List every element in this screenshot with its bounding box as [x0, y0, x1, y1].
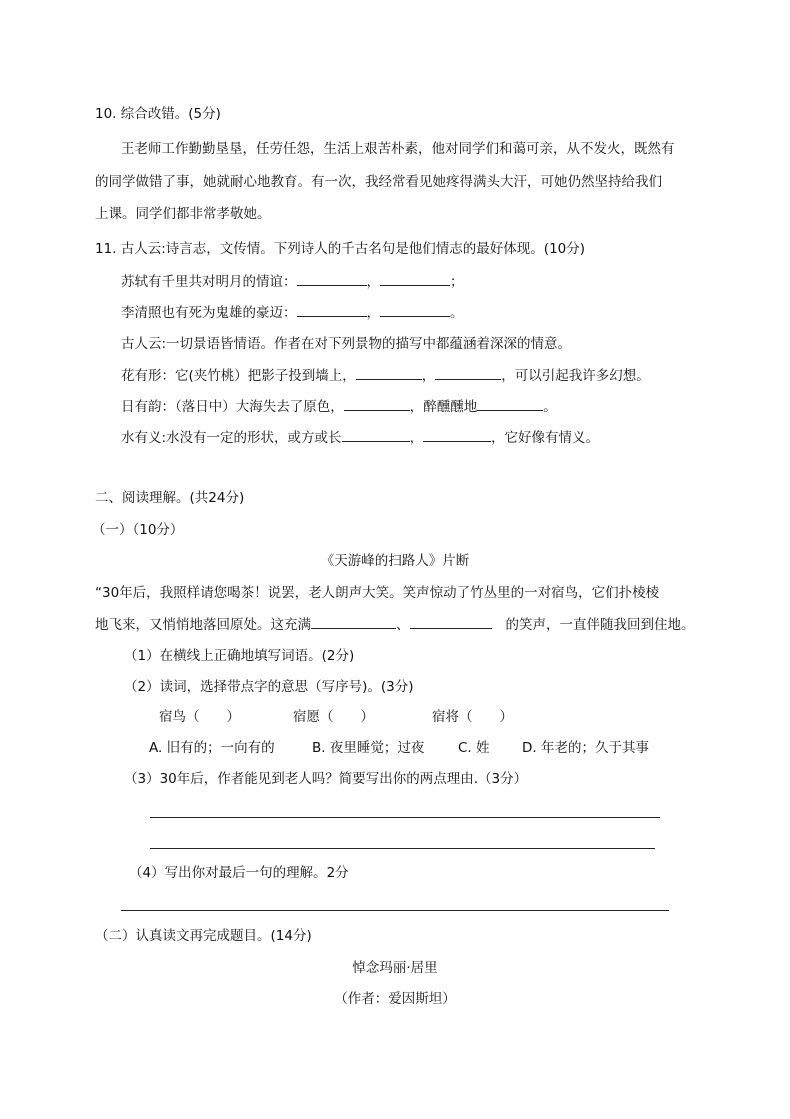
option-d: D. 年老的；久于其事 — [522, 740, 649, 756]
sun-text: 日有韵：（落日中）大海失去了原色， — [121, 399, 344, 415]
part1-para-1: “30年后，我照样请您喝茶！说罢，老人朗声大笑。笑声惊动了竹丛里的一对宿鸟，它们扑棱棱 — [95, 585, 660, 601]
q11-water — [121, 427, 599, 448]
q10-line-2: 的同学做错了事，她就耐心地教育。有一次，我经常看见她疼得满头大汗，可她仍然坚持给我们 — [95, 174, 662, 190]
answer-blank[interactable] — [344, 396, 410, 411]
para2-b: 的笑声，一直伴随我回到住地。 — [505, 617, 695, 633]
word-item-2: 宿愿（ ） — [293, 709, 374, 725]
q11-li-qingzhao — [121, 302, 464, 323]
answer-blank[interactable] — [297, 302, 367, 317]
answer-blank[interactable] — [380, 271, 450, 286]
q11-title: 11. 古人云:诗言志，文传情。下列诗人的千古名句是他们情志的最好体现。(10分) — [95, 241, 586, 257]
water-end: ，它好像有情义。 — [491, 430, 600, 446]
sub-question-4: （4）写出你对最后一句的理解。2分 — [129, 865, 349, 881]
sub-question-1: （1）在横线上正确地填写词语。(2分) — [124, 648, 355, 664]
part2-title: 悼念玛丽·居里 — [352, 960, 438, 976]
answer-blank[interactable] — [311, 614, 396, 629]
answer-blank[interactable] — [356, 365, 422, 380]
answer-blank[interactable] — [380, 302, 450, 317]
part2-label: （二）认真读文再完成题目。(14分) — [95, 928, 312, 944]
option-b: B. 夜里睡觉；过夜 — [312, 740, 425, 756]
flower-end: ，可以引起我许多幻想。 — [501, 368, 650, 384]
q11-sun — [121, 396, 557, 417]
part1-heading: 《天游峰的扫路人》片断 — [320, 553, 470, 569]
word-item-1: 宿鸟（ ） — [159, 709, 240, 725]
sub-question-3: （3）30年后，作者能见到老人吗？简要写出你的两点理由.（3分） — [124, 771, 528, 787]
q11-flower — [121, 365, 650, 386]
end-punct: 。 — [450, 305, 464, 321]
water-text: 水有义:水没有一定的形状，或方或长 — [121, 430, 342, 446]
para2-a: 地飞来，又悄悄地落回原处。这充满 — [95, 617, 311, 633]
part2-author: （作者：爱因斯坦） — [334, 991, 456, 1007]
answer-blank[interactable] — [410, 614, 492, 629]
answer-blank[interactable] — [435, 365, 501, 380]
separator: ， — [409, 430, 424, 446]
sun-mid: ，醉醺醺地 — [409, 399, 478, 415]
part1-para-2 — [95, 614, 695, 635]
answer-line[interactable] — [121, 910, 669, 911]
su-shi-text: 苏轼有千里共对明月的情谊： — [121, 274, 297, 290]
q11-su-shi — [121, 271, 464, 292]
q10-line-1: 王老师工作勤勤垦垦，任劳任怨，生活上艰苦朴素，他对同学们和蔼可亲，从不发火，既然有 — [121, 141, 675, 157]
q10-title: 10. 综合改错。(5分) — [95, 106, 221, 122]
para2-sep: 、 — [396, 617, 410, 633]
end-punct: ； — [450, 274, 464, 290]
end-punct: 。 — [543, 399, 557, 415]
separator: ， — [366, 305, 380, 321]
answer-blank[interactable] — [477, 396, 543, 411]
q11-intro: 古人云:一切景语皆情语。作者在对下列景物的描写中都蕴涵着深深的情意。 — [121, 336, 572, 352]
option-c: C. 姓 — [458, 740, 490, 756]
flower-text: 花有形：它(夹竹桃）把影子投到墙上， — [121, 368, 356, 384]
option-a: A. 旧有的；一向有的 — [149, 740, 275, 756]
separator: ， — [366, 274, 380, 290]
answer-blank[interactable] — [423, 427, 491, 442]
answer-blank[interactable] — [297, 271, 367, 286]
li-qingzhao-text: 李清照也有死为鬼雄的豪迈： — [121, 305, 297, 321]
section2-title: 二、阅读理解。(共24分) — [95, 490, 245, 506]
separator: ， — [421, 368, 436, 384]
answer-line[interactable] — [150, 817, 660, 818]
answer-line[interactable] — [150, 848, 655, 849]
q10-line-3: 上课。同学们都非常孝敬她。 — [95, 206, 271, 222]
word-item-3: 宿将（ ） — [432, 709, 513, 725]
sub-question-2: （2）读词，选择带点字的意思（写序号)。(3分) — [124, 679, 414, 695]
answer-blank[interactable] — [342, 427, 410, 442]
part1-label: （一）（10分） — [92, 522, 184, 538]
